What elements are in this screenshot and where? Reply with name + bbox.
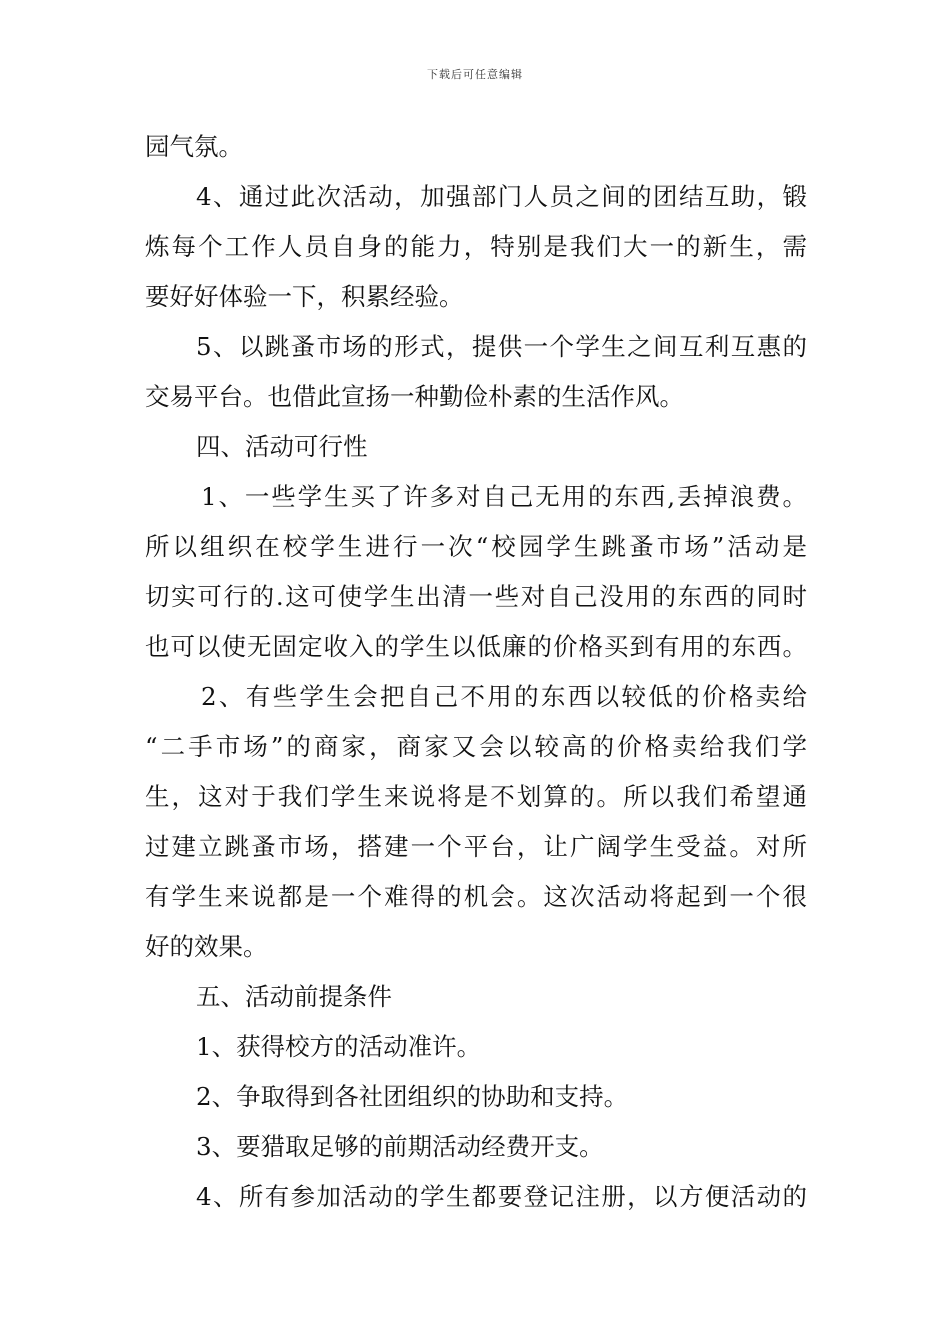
list-item-2: 2、争取得到各社团组织的协助和支持。 bbox=[196, 1082, 629, 1111]
list-item-1: 1、一些学生买了许多对自己无用的东西,丢掉浪费。 bbox=[201, 482, 807, 511]
text-line: 也可以使无固定收入的学生以低廉的价格买到有用的东西。 bbox=[145, 632, 807, 661]
text-line: 生，这对于我们学生来说将是不划算的。所以我们希望通 bbox=[145, 782, 807, 811]
text-line: 好的效果。 bbox=[145, 932, 268, 961]
text-line: “二手市场”的商家，商家又会以较高的价格卖给我们学 bbox=[145, 732, 807, 761]
list-item-3: 3、要猎取足够的前期活动经费开支。 bbox=[196, 1132, 604, 1161]
text-line: 园气氛。 bbox=[145, 132, 243, 161]
page-header: 下载后可任意编辑 bbox=[427, 68, 523, 81]
document-body bbox=[145, 122, 807, 1222]
text-line: 所以组织在校学生进行一次“校园学生跳蚤市场”活动是 bbox=[145, 532, 807, 561]
text-line: 有学生来说都是一个难得的机会。这次活动将起到一个很 bbox=[145, 882, 807, 911]
text-line: 切实可行的.这可使学生出清一些对自己没用的东西的同时 bbox=[145, 582, 807, 611]
text-line: 过建立跳蚤市场，搭建一个平台，让广阔学生受益。对所 bbox=[145, 832, 807, 861]
section-heading-feasibility: 四、活动可行性 bbox=[196, 432, 368, 461]
list-item-4: 4、通过此次活动，加强部门人员之间的团结互助，锻 bbox=[196, 182, 807, 211]
text-line: 要好好体验一下，积累经验。 bbox=[145, 282, 464, 311]
text-line: 交易平台。也借此宣扬一种勤俭朴素的生活作风。 bbox=[145, 382, 684, 411]
section-heading-prerequisites: 五、活动前提条件 bbox=[196, 982, 392, 1011]
list-item-4: 4、所有参加活动的学生都要登记注册，以方便活动的 bbox=[196, 1182, 807, 1211]
list-item-2: 2、有些学生会把自己不用的东西以较低的价格卖给 bbox=[201, 682, 807, 711]
text-line: 炼每个工作人员自身的能力，特别是我们大一的新生，需 bbox=[145, 232, 807, 261]
list-item-1: 1、获得校方的活动准许。 bbox=[196, 1032, 482, 1061]
list-item-5: 5、以跳蚤市场的形式，提供一个学生之间互利互惠的 bbox=[196, 332, 807, 361]
